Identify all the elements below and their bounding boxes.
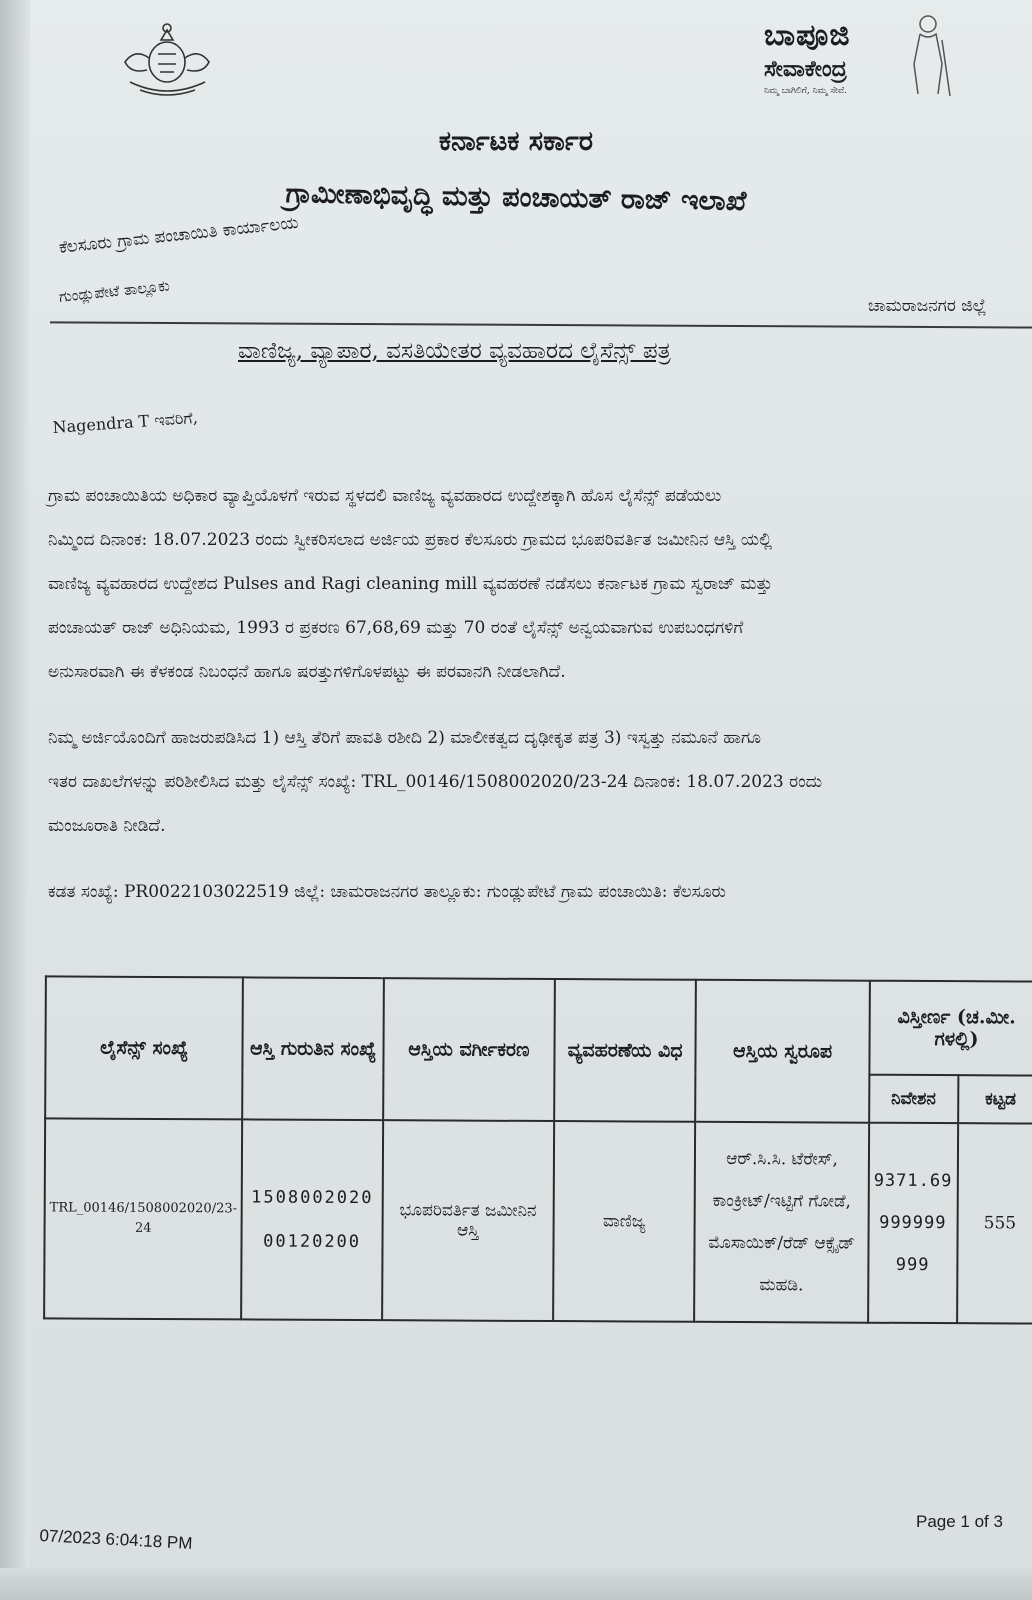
col-classification: ಆಸ್ತಿಯ ವರ್ಗೀಕರಣ bbox=[383, 978, 555, 1121]
paragraph-line: ನಿಮ್ಮಿಂದ ದಿನಾಂಕ: 18.07.2023 ರಂದು ಸ್ವೀಕರಿಸಲಾದ ಅರ್ಜಿಯ ಪ್ರಕಾರ ಕೆಲಸೂರು ಗ್ರಾಮದ ಭೂಪರಿವರ್ತಿತ ಜಮೀನಿನ ಆಸ್ತಿ ಯಲ್ಲಿ bbox=[48, 530, 772, 550]
license-table bbox=[43, 975, 1032, 1324]
paragraph-line: ಅನುಸಾರವಾಗಿ ಈ ಕೆಳಕಂಡ ನಿಬಂಧನೆ ಹಾಗೂ ಷರತ್ತುಗಳಿಗೊಳಪಟ್ಟು ಈ ಪರವಾನಗಿ ನೀಡಲಾಗಿದೆ. bbox=[48, 662, 566, 682]
gandhi-figure-icon bbox=[898, 10, 958, 100]
print-timestamp: 07/2023 6:04:18 PM bbox=[39, 1526, 193, 1553]
logo-subtitle: ಸೇವಾಕೇಂದ್ರ bbox=[764, 56, 847, 82]
cell-classification: ಭೂಪರಿವರ್ತಿತ ಜಮೀನಿನ ಆಸ್ತಿ bbox=[382, 1120, 554, 1321]
department-heading: ಗ್ರಾಮೀಣಾಭಿವೃದ್ಧಿ ಮತ್ತು ಪಂಚಾಯತ್ ರಾಜ್ ಇಲಾಖೆ bbox=[285, 177, 747, 218]
col-trade-type: ವ್ಯವಹರಣೆಯ ವಿಧ bbox=[554, 979, 696, 1122]
paragraph-line: ಇತರ ದಾಖಲೆಗಳನ್ನು ಪರಿಶೀಲಿಸಿದ ಮತ್ತು ಲೈಸೆನ್ಸ್ ಸಂಖ್ಯೆ: TRL_00146/1508002020/23-24 ದಿನಾಂಕ: 18.07.2023 ರಂದು bbox=[48, 772, 823, 792]
cell-license-no: TRL_00146/1508002020/23-24 bbox=[44, 1118, 242, 1319]
office-name: ಕೆಲಸೂರು ಗ್ರಾಮ ಪಂಚಾಯಿತಿ ಕಾರ್ಯಾಲಯ bbox=[58, 212, 300, 258]
document-title: ವಾಣಿಜ್ಯ, ವ್ಯಾಪಾರ, ವಸತಿಯೇತರ ವ್ಯವಹಾರದ ಲೈಸೆನ್ಸ್ ಪತ್ರ bbox=[238, 338, 671, 364]
government-heading: ಕರ್ನಾಟಕ ಸರ್ಕಾರ bbox=[438, 126, 594, 157]
karnataka-emblem-icon bbox=[110, 20, 225, 100]
reference-line: ಕಡತ ಸಂಖ್ಯೆ: PR0022103022519 ಜಿಲ್ಲೆ: ಚಾಮರಾಜನಗರ ತಾಲ್ಲೂಕು: ಗುಂಡ್ಲುಪೇಟೆ ಗ್ರಾಮ ಪಂಚಾಯಿತಿ: ಕೆಲಸೂರು bbox=[48, 882, 726, 902]
col-nature: ಆಸ್ತಿಯ ಸ್ವರೂಪ bbox=[695, 980, 869, 1123]
paragraph-line: ಪಂಚಾಯತ್ ರಾಜ್ ಅಧಿನಿಯಮ, 1993 ರ ಪ್ರಕರಣ 67,68,69 ಮತ್ತು 70 ರಂತೆ ಲೈಸೆನ್ಸ್ ಅನ್ವಯವಾಗುವ ಉಪಬಂಧಗಳಿಗೆ bbox=[48, 618, 744, 638]
header-divider bbox=[50, 321, 1032, 328]
col-property-id: ಆಸ್ತಿ ಗುರುತಿನ ಸಂಖ್ಯೆ bbox=[243, 977, 384, 1120]
logo-title: ಬಾಪೂಜಿ bbox=[764, 18, 851, 53]
table-row bbox=[44, 1118, 1032, 1323]
cell-nature: ಆರ್.ಸಿ.ಸಿ. ಟೆರೇಸ್, ಕಾಂಕ್ರೀಟ್/ಇಟ್ಟಿಗೆ ಗೋಡೆ, ಮೊಸಾಯಿಕ್/ರೆಡ್ ಆಕ್ಸೈಡ್ ಮಹಡಿ. bbox=[694, 1122, 869, 1323]
district-name: ಚಾಮರಾಜನಗರ ಜಿಲ್ಲೆ bbox=[868, 296, 987, 316]
cell-site-area: 9371.69 999999 999 bbox=[868, 1123, 958, 1323]
page-number: Page 1 of 3 bbox=[916, 1512, 1003, 1531]
paragraph-line: ಮಂಜೂರಾತಿ ನೀಡಿದೆ. bbox=[48, 816, 166, 836]
license-paragraph bbox=[48, 474, 1008, 694]
paragraph-line: ನಿಮ್ಮ ಅರ್ಜಿಯೊಂದಿಗೆ ಹಾಜರುಪಡಿಸಿದ 1) ಆಸ್ತಿ ತೆರಿಗೆ ಪಾವತಿ ರಶೀದಿ 2) ಮಾಲೀಕತ್ವದ ದೃಢೀಕೃತ ಪತ್ರ 3) ಇಸ್ವತ್ತು ನಮೂನೆ ಹಾಗೂ bbox=[48, 728, 762, 748]
addressee: Nagendra T ಇವರಿಗೆ, bbox=[52, 407, 199, 437]
cell-property-id: 1508002020 00120200 bbox=[241, 1119, 383, 1320]
paragraph-line: ಗ್ರಾಮ ಪಂಚಾಯಿತಿಯ ಅಧಿಕಾರ ವ್ಯಾಪ್ತಿಯೊಳಗೆ ಇರುವ ಸ್ಥಳದಲಿ ವಾಣಿಜ್ಯ ವ್ಯವಹಾರದ ಉದ್ದೇಶಕ್ಕಾಗಿ ಹೊಸ ಲೈಸೆನ್ಸ್ ಪಡೆಯಲು bbox=[48, 486, 722, 506]
col-license-no: ಲೈಸೆನ್ಸ್ ಸಂಖ್ಯೆ bbox=[45, 976, 243, 1119]
page-edge bbox=[0, 0, 30, 1600]
paragraph-line: ವಾಣಿಜ್ಯ ವ್ಯವಹಾರದ ಉದ್ದೇಶದ Pulses and Ragi cleaning mill ವ್ಯವಹರಣೆ ನಡೆಸಲು ಕರ್ನಾಟಕ ಗ್ರಾಮ ಸ್ವರಾಜ್ ಮತ್ತು bbox=[48, 574, 773, 594]
cell-trade-type: ವಾಣಿಜ್ಯ bbox=[553, 1121, 695, 1322]
col-area: ವಿಸ್ತೀರ್ಣ (ಚ.ಮೀ. ಗಳಲ್ಲಿ) bbox=[869, 981, 1032, 1076]
col-site: ನಿವೇಶನ bbox=[869, 1075, 958, 1123]
col-building: ಕಟ್ಟಡ bbox=[958, 1075, 1032, 1123]
table-header-row bbox=[45, 976, 1032, 1075]
taluk-name: ಗುಂಡ್ಲುಪೇಟೆ ತಾಲ್ಲೂಕು bbox=[58, 276, 171, 306]
logo-tagline: ನಿಮ್ಮ ಬಾಗಿಲಿಗೆ, ನಿಮ್ಮ ಸೇವೆ. bbox=[764, 86, 847, 96]
page-edge-bottom bbox=[0, 1568, 1032, 1600]
cell-building-area: 555 bbox=[957, 1123, 1032, 1323]
documents-paragraph bbox=[48, 716, 1008, 848]
bapuji-seva-kendra-logo bbox=[764, 10, 964, 105]
